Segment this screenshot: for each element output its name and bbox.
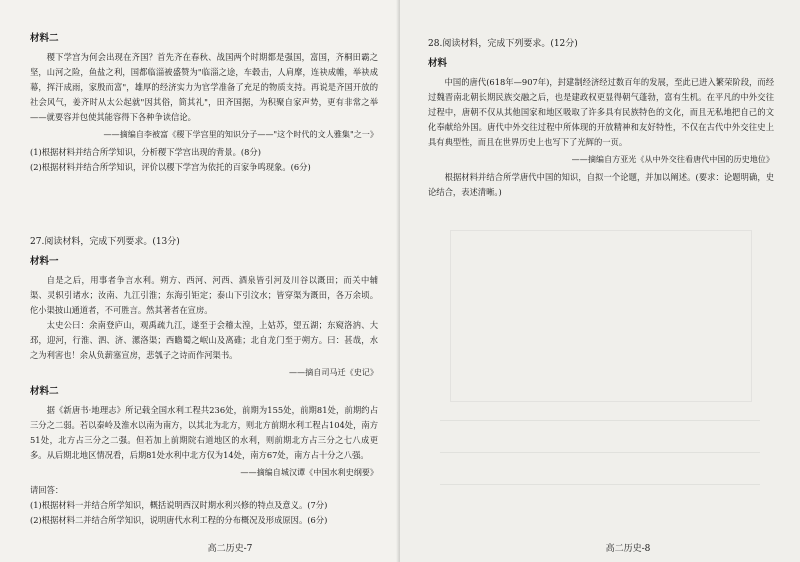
material-heading: 材料 bbox=[428, 58, 448, 69]
question-28-instruction: 根据材料并结合所学唐代中国的知识，自拟一个论题，并加以阐述。(要求：论题明确，史论结合，表述清晰。) bbox=[428, 172, 774, 197]
material-2b-source: ——摘编自城汉谭《中国水利史纲要》 bbox=[240, 467, 378, 477]
page-footer-left: 高二历史-7 bbox=[207, 544, 253, 554]
material-2b-heading: 材料二 bbox=[30, 386, 59, 397]
page-footer-right: 高二历史-8 bbox=[605, 544, 651, 554]
exam-page-right bbox=[400, 0, 800, 562]
answer-prompt: 请回答： bbox=[30, 485, 64, 495]
question-26-block bbox=[30, 30, 378, 175]
question-26-part-1: (1)根据材料并结合所学知识，分析稷下学宫出现的背景。(8分) bbox=[30, 147, 261, 157]
material-source: ——摘编自方亚光《从中外交往看唐代中国的历史地位》 bbox=[571, 154, 774, 164]
material-1-paragraph-2: 太史公曰：余南登庐山，观禹疏九江，遂至于会稽太湟，上姑苏，望五湖；东窥洛汭、大邳，迎河，行淮、泗、济、漯洛渠；西瞻蜀之岷山及离碓；北自龙门至于朔方。曰：甚哉，水之为利害也！余从负薪塞宣房，悲瓠子之诗而作河渠书。 bbox=[30, 320, 378, 360]
show-through-table bbox=[450, 230, 752, 402]
material-2-text: 稷下学宫为何会出现在齐国？首先齐在春秋、战国两个时期都是强国，富国，齐桐田霸之坚，山河之险，鱼盐之利，国都临淄被盛赞为"临淄之途，车毂击，人肩摩，连袂成帷，举袂成幕，挥汗成雨，家殷而富"，雄厚的经济实力为官学准备了充足的物质支持。再说是齐国开放的社会风气，姜齐时从太公起就"因其俗，简其礼"，田齐国据，为积聚自家声势，更有非常之举——就要容并包使其能容得下各种争读信论。 bbox=[30, 52, 378, 122]
material-2-heading: 材料二 bbox=[30, 33, 59, 44]
show-through-line bbox=[440, 420, 760, 421]
question-28-block bbox=[428, 36, 774, 200]
question-27-title: 27.阅读材料，完成下列要求。(13分) bbox=[30, 237, 180, 247]
material-2-source: ——摘编自李被富《稷下学宫里的知识分子——"这个时代的文人雅集"之一》 bbox=[103, 129, 378, 139]
question-27-block bbox=[30, 234, 378, 528]
material-1-paragraph-1: 自是之后，用事者争言水利。朔方、西河、河西、酒泉皆引河及川谷以溉田；而关中辅渠、灵轵引诸水；汝南、九江引淮；东海引钜定；泰山下引汶水；皆穿渠为溉田，各万余顷。佗小渠披山通道者，不可胜言。然其著者在宣房。 bbox=[30, 275, 378, 315]
material-2b-text: 据《新唐书·地理志》所记载全国水利工程共236处，前期为155处，前期81处，前期约占三分之二弱。若以秦岭及淮水以南为南方，以其北为北方，则北方前期水利工程占104处，南方51处，北方占三分之二强。但若加上前期院右道地区的水利，则前期北方占三分之七八成更多。从后期北地区情况看，后期81处水利中北方仅为14处，南方67处，南方占十分之八强。 bbox=[30, 405, 378, 460]
material-text: 中国的唐代(618年—907年)，封建制经济经过数百年的发展，至此已进入繁荣阶段，而经过魏晋南北朝长期民族交融之后，也是建政权更显得朝气蓬勃，富有生机。在平凡的中外交往过程中，唐朝不仅从其他国家和地区吸取了许多具有民族特色的文化，而且无私地把自己的文化奉献给外国。唐代中外交往过程中所体现的开放精神和友好特性，不仅在古代中外交往史上具有典型性，而且在世界历史上也写下了光辉的一页。 bbox=[428, 77, 774, 147]
material-1-source: ——摘自司马迁《史记》 bbox=[288, 367, 378, 377]
question-27-part-1: (1)根据材料一并结合所学知识，概括说明西汉时期水利兴修的特点及意义。(7分) bbox=[30, 500, 328, 510]
material-1-heading: 材料一 bbox=[30, 256, 59, 267]
question-28-title: 28.阅读材料，完成下列要求。(12分) bbox=[428, 39, 578, 49]
question-27-part-2: (2)根据材料二并结合所学知识，说明唐代水利工程的分布概况及形成原因。(6分) bbox=[30, 515, 328, 525]
question-26-part-2: (2)根据材料并结合所学知识，评价以稷下学宫为依托的百家争鸣现象。(6分) bbox=[30, 162, 311, 172]
show-through-line bbox=[440, 484, 760, 485]
show-through-line bbox=[440, 452, 760, 453]
